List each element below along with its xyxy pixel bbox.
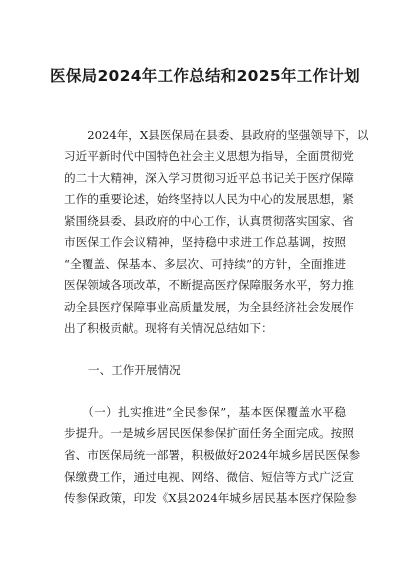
intro-line-6: 市医保工作会议精神，坚持稳中求进工作总基调，按照 [64, 235, 346, 249]
intro-line-9: 动全县医疗保障事业高质量发展，为全县经济社会发展作 [64, 300, 354, 314]
sub-line-1: （一）扎实推进“全民参保”，基本医保覆盖水平稳 [64, 405, 346, 419]
intro-line-1: 2024年，X县医保局在县委、县政府的坚强领导下，以 [64, 128, 369, 142]
intro-line-3: 的二十大精神，深入学习贯彻习近平总书记关于医疗保障 [64, 171, 354, 185]
intro-line-2: 习近平新时代中国特色社会主义思想为指导，全面贯彻党 [64, 149, 354, 163]
intro-line-4: 工作的重要论述，始终坚持以人民为中心的发展思想，紧 [64, 192, 354, 206]
sub-line-4: 保缴费工作，通过电视、网络、微信、短信等方式广泛宣 [64, 470, 354, 484]
sub-line-3: 省、市医保局统一部署，积极做好2024年城乡居民医保参 [64, 448, 361, 462]
intro-line-8: 医保领域各项改革，不断提高医疗保障服务水平，努力推 [64, 278, 354, 292]
sub-line-5: 传参保政策，印发《X县2024年城乡居民基本医疗保险参 [64, 491, 357, 505]
sub-line-2: 步提升。一是城乡居民医保参保扩面任务全面完成。按照 [64, 426, 354, 440]
document-title: 医保局2024年工作总结和2025年工作计划 [50, 67, 360, 85]
intro-line-7: “全覆盖、保基本、多层次、可持续”的方针，全面推进 [64, 257, 346, 271]
intro-line-10: 出了积极贡献。现将有关情况总结如下： [64, 321, 273, 335]
intro-line-5: 紧围绕县委、县政府的中心工作，认真贯彻落实国家、省 [64, 214, 354, 228]
section-heading: 一、工作开展情况 [88, 363, 181, 377]
